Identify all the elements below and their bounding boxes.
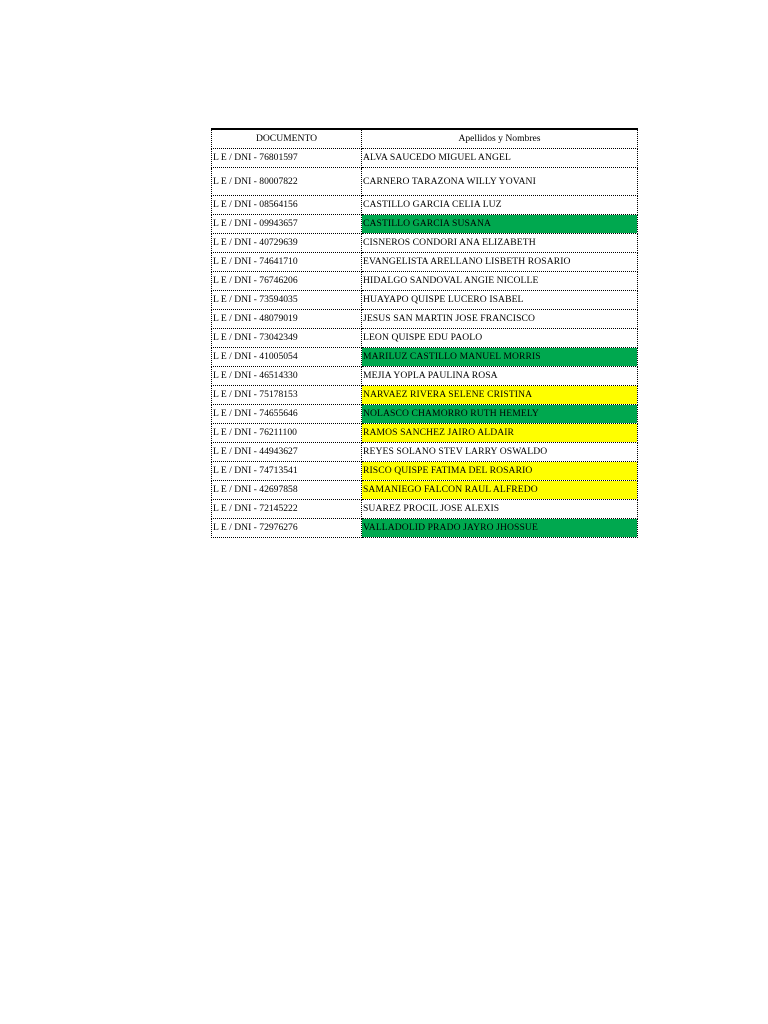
table-row [212, 443, 638, 462]
nombres-cell: CASTILLO GARCIA CELIA LUZ [362, 196, 638, 215]
table-row [212, 348, 638, 367]
nombres-cell: CASTILLO GARCIA SUSANA [362, 215, 638, 234]
table-header [212, 129, 638, 149]
documento-cell: L E / DNI - 72976276 [212, 519, 362, 538]
nombres-cell: NOLASCO CHAMORRO RUTH HEMELY [362, 405, 638, 424]
table-row [212, 291, 638, 310]
table-row [212, 405, 638, 424]
table-row [212, 367, 638, 386]
documento-cell: L E / DNI - 46514330 [212, 367, 362, 386]
document-sheet [211, 128, 637, 538]
documento-cell: L E / DNI - 73042349 [212, 329, 362, 348]
nombres-cell: JESUS SAN MARTIN JOSE FRANCISCO [362, 310, 638, 329]
column-header-nombres: Apellidos y Nombres [362, 129, 638, 149]
documento-cell: L E / DNI - 76801597 [212, 149, 362, 168]
documento-cell: L E / DNI - 75178153 [212, 386, 362, 405]
nombres-cell: SUAREZ PROCIL JOSE ALEXIS [362, 500, 638, 519]
table-row [212, 168, 638, 196]
documento-cell: L E / DNI - 48079019 [212, 310, 362, 329]
documento-cell: L E / DNI - 40729639 [212, 234, 362, 253]
documento-cell: L E / DNI - 44943627 [212, 443, 362, 462]
table-row [212, 310, 638, 329]
table-body [212, 149, 638, 538]
table-row [212, 272, 638, 291]
nombres-cell: RAMOS SANCHEZ JAIRO ALDAIR [362, 424, 638, 443]
documento-cell: L E / DNI - 80007822 [212, 168, 362, 196]
table-row [212, 234, 638, 253]
nombres-cell: MARILUZ CASTILLO MANUEL MORRIS [362, 348, 638, 367]
documento-cell: L E / DNI - 76211100 [212, 424, 362, 443]
nombres-cell: HUAYAPO QUISPE LUCERO ISABEL [362, 291, 638, 310]
students-table [211, 128, 638, 538]
nombres-cell: ALVA SAUCEDO MIGUEL ANGEL [362, 149, 638, 168]
table-row [212, 462, 638, 481]
documento-cell: L E / DNI - 73594035 [212, 291, 362, 310]
documento-cell: L E / DNI - 41005054 [212, 348, 362, 367]
nombres-cell: LEON QUISPE EDU PAOLO [362, 329, 638, 348]
column-header-documento: DOCUMENTO [212, 129, 362, 149]
nombres-cell: EVANGELISTA ARELLANO LISBETH ROSARIO [362, 253, 638, 272]
documento-cell: L E / DNI - 72145222 [212, 500, 362, 519]
documento-cell: L E / DNI - 76746206 [212, 272, 362, 291]
table-row [212, 215, 638, 234]
nombres-cell: REYES SOLANO STEV LARRY OSWALDO [362, 443, 638, 462]
nombres-cell: MEJIA YOPLA PAULINA ROSA [362, 367, 638, 386]
documento-cell: L E / DNI - 08564156 [212, 196, 362, 215]
nombres-cell: HIDALGO SANDOVAL ANGIE NICOLLE [362, 272, 638, 291]
table-row [212, 329, 638, 348]
table-row [212, 500, 638, 519]
table-row [212, 424, 638, 443]
table-row [212, 253, 638, 272]
documento-cell: L E / DNI - 74641710 [212, 253, 362, 272]
documento-cell: L E / DNI - 74655646 [212, 405, 362, 424]
documento-cell: L E / DNI - 74713541 [212, 462, 362, 481]
documento-cell: L E / DNI - 42697858 [212, 481, 362, 500]
nombres-cell: CARNERO TARAZONA WILLY YOVANI [362, 168, 638, 196]
documento-cell: L E / DNI - 09943657 [212, 215, 362, 234]
nombres-cell: VALLADOLID PRADO JAYRO JHOSSUE [362, 519, 638, 538]
nombres-cell: SAMANIEGO FALCON RAUL ALFREDO [362, 481, 638, 500]
nombres-cell: NARVAEZ RIVERA SELENE CRISTINA [362, 386, 638, 405]
table-row [212, 481, 638, 500]
table-row [212, 386, 638, 405]
nombres-cell: RISCO QUISPE FATIMA DEL ROSARIO [362, 462, 638, 481]
nombres-cell: CISNEROS CONDORI ANA ELIZABETH [362, 234, 638, 253]
header-row [212, 129, 638, 149]
table-row [212, 519, 638, 538]
table-row [212, 196, 638, 215]
table-row [212, 149, 638, 168]
